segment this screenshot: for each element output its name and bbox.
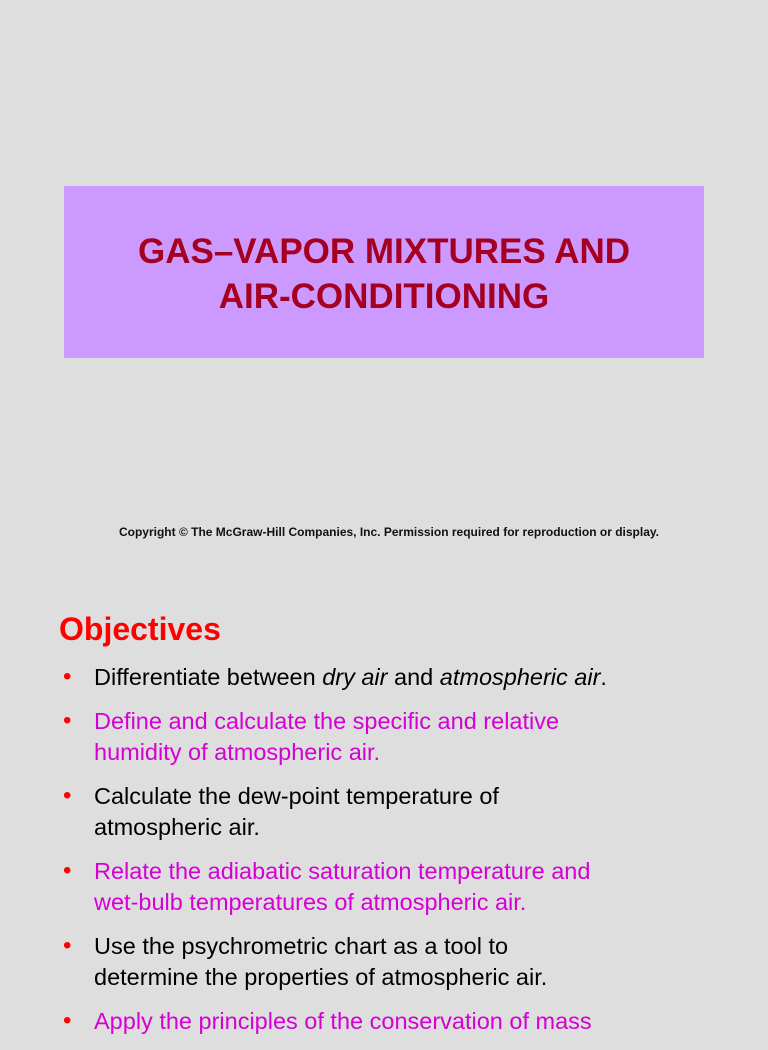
slide-title-line-2: AIR-CONDITIONING [218,276,550,316]
objective-text-2-line-2: humidity of atmospheric air. [94,739,381,765]
objective-text-3-line-1: Calculate the dew-point temperature of [94,783,499,809]
objective-text-6-line-1: Apply the principles of the conservation of mass [94,1008,592,1034]
objective-item-1 [60,662,700,693]
objective-text-5-line-1: Use the psychrometric chart as a tool to [94,933,509,959]
objective-text-3-line-2: atmospheric air. [94,814,260,840]
objectives-heading: Objectives [59,611,221,647]
bullet-icon: • [63,932,72,959]
objective-item-5 [60,931,700,993]
objective-item-3 [60,781,700,843]
objective-text-2-line-1: Define and calculate the specific and relative [94,708,560,734]
bullet-icon: • [63,857,72,884]
objectives-list [60,662,700,1050]
objective-text-5-line-2: determine the properties of atmospheric air. [94,964,548,990]
objective-item-4 [60,856,700,918]
objective-text-1e: . [600,664,607,690]
objective-text-4-line-1: Relate the adiabatic saturation temperature and [94,858,591,884]
objective-text-1a: Differentiate between [94,664,323,690]
objective-text-1b: dry air [322,664,388,690]
title-box [64,186,704,358]
slide-title [138,226,630,319]
bullet-icon: • [63,663,72,690]
bullet-icon: • [63,782,72,809]
bullet-icon: • [63,707,72,734]
copyright-notice: Copyright © The McGraw-Hill Companies, Inc. Permission required for reproduction or display. [118,525,660,539]
objective-text-4-line-2: wet-bulb temperatures of atmospheric air. [94,889,527,915]
objective-item-6 [60,1006,700,1037]
bullet-icon: • [63,1007,72,1034]
slide-title-line-1: GAS–VAPOR MIXTURES AND [138,231,630,271]
objective-text-1c: and [387,664,440,690]
objective-text-1d: atmospheric air [439,664,601,690]
objective-item-2 [60,706,700,768]
